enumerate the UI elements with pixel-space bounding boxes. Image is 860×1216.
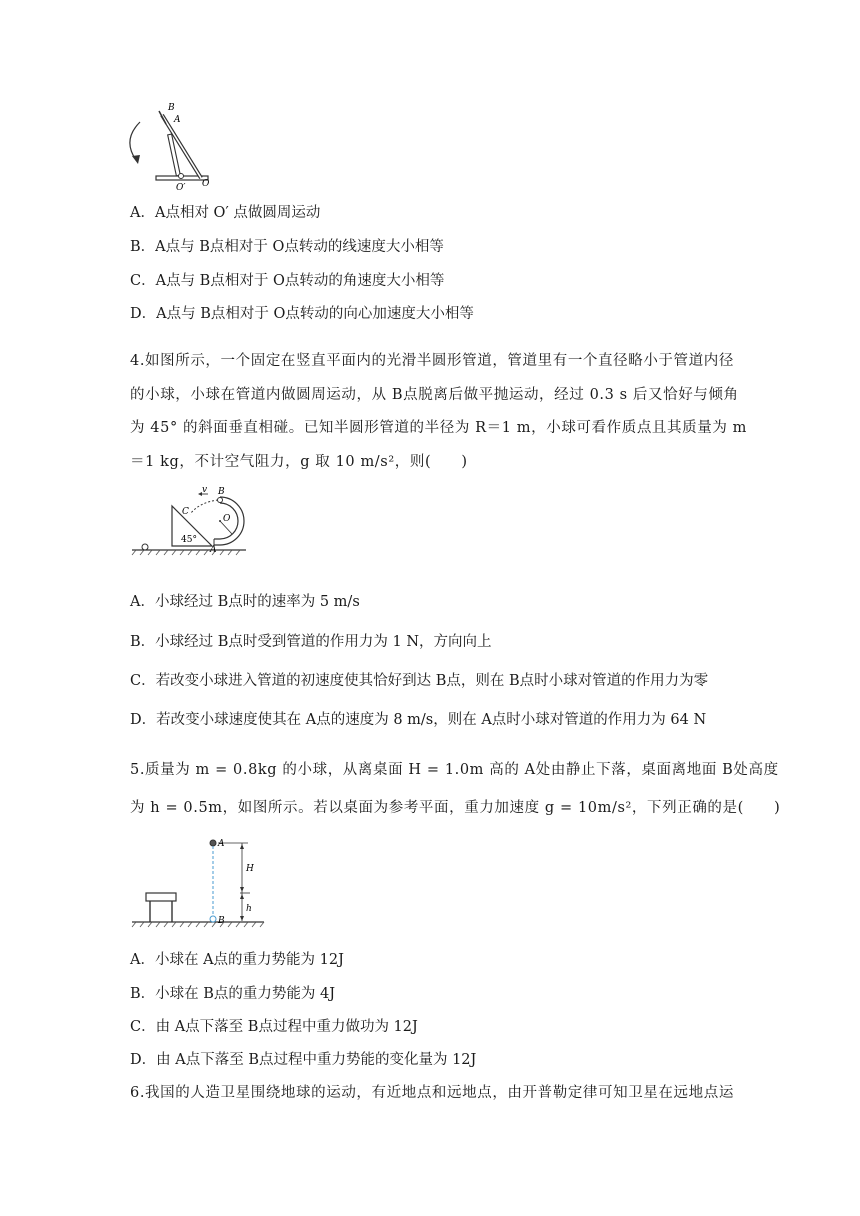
- q4-option-b: B．小球经过 B点时受到管道的作用力为 1 N，方向向上: [130, 634, 492, 650]
- q5-label-a: A: [218, 839, 225, 849]
- q4-label-v: v: [202, 485, 208, 495]
- q3-option-c: C．A点与 B点相对于 O点转动的角速度大小相等: [130, 273, 445, 289]
- q4-option-a: A．小球经过 B点时的速率为 5 m/s: [130, 594, 360, 610]
- q5-stem-line-2: 为 h = 0.5m，如图所示。若以桌面为参考平面，重力加速度 g = 10m/s²，下列正确的是( ): [130, 800, 781, 816]
- q3-label-o: O: [202, 179, 210, 189]
- q6-stem-line-1: 6.我国的人造卫星围绕地球的运动，有近地点和远地点，由开普勒定律可知卫星在远地点运: [130, 1085, 734, 1101]
- q4-label-o: O: [223, 514, 231, 524]
- q4-option-d: D．若改变小球速度使其在 A点的速度为 8 m/s，则在 A点时小球对管道的作用力为 64 N: [130, 712, 707, 728]
- q4-figure: [128, 484, 278, 559]
- q5-label-b: B: [218, 916, 225, 926]
- q3-label-o-prime: O′: [176, 183, 186, 192]
- q4-stem-line-4: ＝1 kg，不计空气阻力，g 取 10 m/s²，则( ): [130, 454, 468, 470]
- q4-option-c: C．若改变小球进入管道的初速度使其恰好到达 B点，则在 B点时小球对管道的作用力为零: [130, 673, 709, 689]
- q4-label-b: B: [218, 487, 225, 497]
- q5-label-h-upper: H: [246, 864, 254, 874]
- q5-label-h-lower: h: [246, 904, 252, 914]
- q3-option-a: A．A点相对 O′ 点做圆周运动: [130, 205, 321, 221]
- q4-stem-line-1: 4.如图所示，一个固定在竖直平面内的光滑半圆形管道，管道里有一个直径略小于管道内径: [130, 353, 734, 369]
- q5-stem-line-1: 5.质量为 m = 0.8kg 的小球，从离桌面 H = 1.0m 高的 A处由静止下落，桌面离地面 B处高度: [130, 762, 779, 778]
- q3-figure: [118, 100, 228, 192]
- q4-stem-line-2: 的小球，小球在管道内做圆周运动，从 B点脱离后做平抛运动，经过 0.3 s 后又恰好与倾角: [130, 387, 739, 403]
- q5-option-b: B．小球在 B点的重力势能为 4J: [130, 986, 336, 1002]
- q5-figure: [130, 835, 270, 930]
- q3-label-b: B: [168, 103, 175, 113]
- q4-angle-label: 45°: [181, 535, 197, 545]
- q3-option-d: D．A点与 B点相对于 O点转动的向心加速度大小相等: [130, 306, 474, 322]
- q4-label-a: A: [210, 545, 217, 555]
- q4-label-c: C: [182, 507, 189, 517]
- q3-option-b: B．A点与 B点相对于 O点转动的线速度大小相等: [130, 239, 444, 255]
- q4-stem-line-3: 为 45° 的斜面垂直相碰。已知半圆形管道的半径为 R＝1 m，小球可看作质点且其质量为 m: [130, 420, 747, 436]
- q3-label-a: A: [174, 115, 181, 125]
- q5-option-c: C．由 A点下落至 B点过程中重力做功为 12J: [130, 1019, 418, 1035]
- q5-option-a: A．小球在 A点的重力势能为 12J: [130, 952, 344, 968]
- q5-option-d: D．由 A点下落至 B点过程中重力势能的变化量为 12J: [130, 1052, 477, 1068]
